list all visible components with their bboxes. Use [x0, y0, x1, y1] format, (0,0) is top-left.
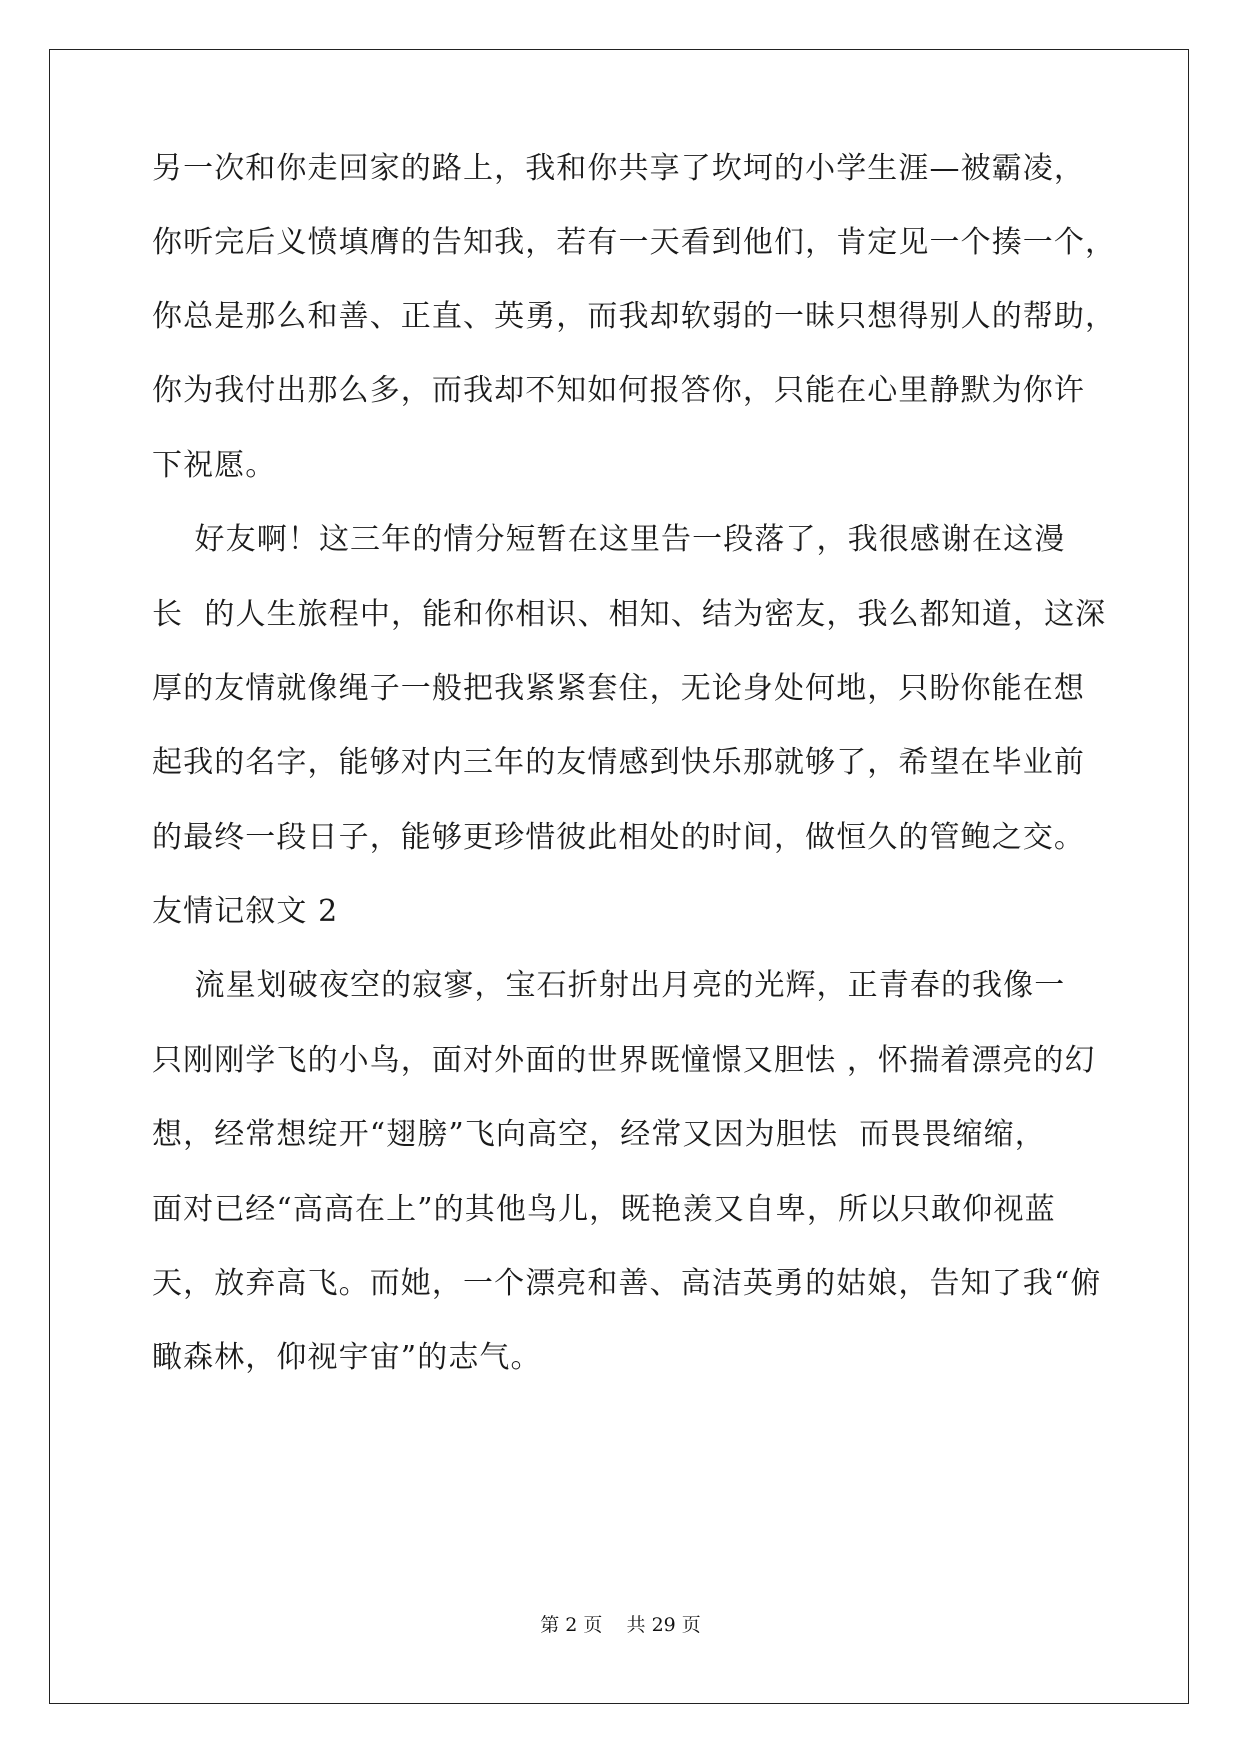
text-line: 你总是那么和善、正直、英勇，而我却软弱的一昧只想得别人的帮助，	[152, 299, 1117, 334]
text-line: 流星划破夜空的寂寥，宝石折射出月亮的光辉，正青春的我像一	[152, 968, 1066, 1003]
text-line: 你为我付出那么多，而我却不知如何报答你，只能在心里静默为你许	[152, 373, 1085, 408]
text-line: 瞰森林，仰视宇宙”的志气。	[152, 1340, 542, 1375]
text-line: 下祝愿。	[152, 448, 277, 483]
text-line: 你听完后义愤填膺的告知我，若有一天看到他们，肯定见一个揍一个，	[152, 225, 1117, 260]
text-line: 起我的名字，能够对内三年的友情感到快乐那就够了，希望在毕业前	[152, 745, 1085, 780]
text-line: 长 的人生旅程中，能和你相识、相知、结为密友，我么都知道，这深	[152, 597, 1107, 632]
text-line: 厚的友情就像绳子一般把我紧紧套住，无论身处何地，只盼你能在想	[152, 671, 1085, 706]
text-line: 天，放弃高飞。而她，一个漂亮和善、高洁英勇的姑娘，告知了我“俯	[152, 1266, 1102, 1301]
text-line: 只刚刚学飞的小鸟，面对外面的世界既憧憬又胆怯 ，怀揣着漂亮的幻	[152, 1043, 1096, 1078]
text-line: 想，经常想绽开“翅膀”飞向高空，经常又因为胆怯 而畏畏缩缩，	[152, 1117, 1046, 1152]
text-line: 面对已经“高高在上”的其他鸟儿，既艳羡又自卑，所以只敢仰视蓝	[152, 1192, 1056, 1227]
section-heading: 友情记叙文 2	[152, 894, 339, 929]
text-line: 另一次和你走回家的路上，我和你共享了坎坷的小学生涯—被霸凌，	[152, 151, 1085, 186]
text-line: 的最终一段日子，能够更珍惜彼此相处的时间，做恒久的管鲍之交。	[152, 820, 1085, 855]
page-number-footer: 第 2 页 共 29 页	[540, 1614, 701, 1636]
text-line: 好友啊！这三年的情分短暂在这里告一段落了，我很感谢在这漫	[152, 522, 1066, 557]
